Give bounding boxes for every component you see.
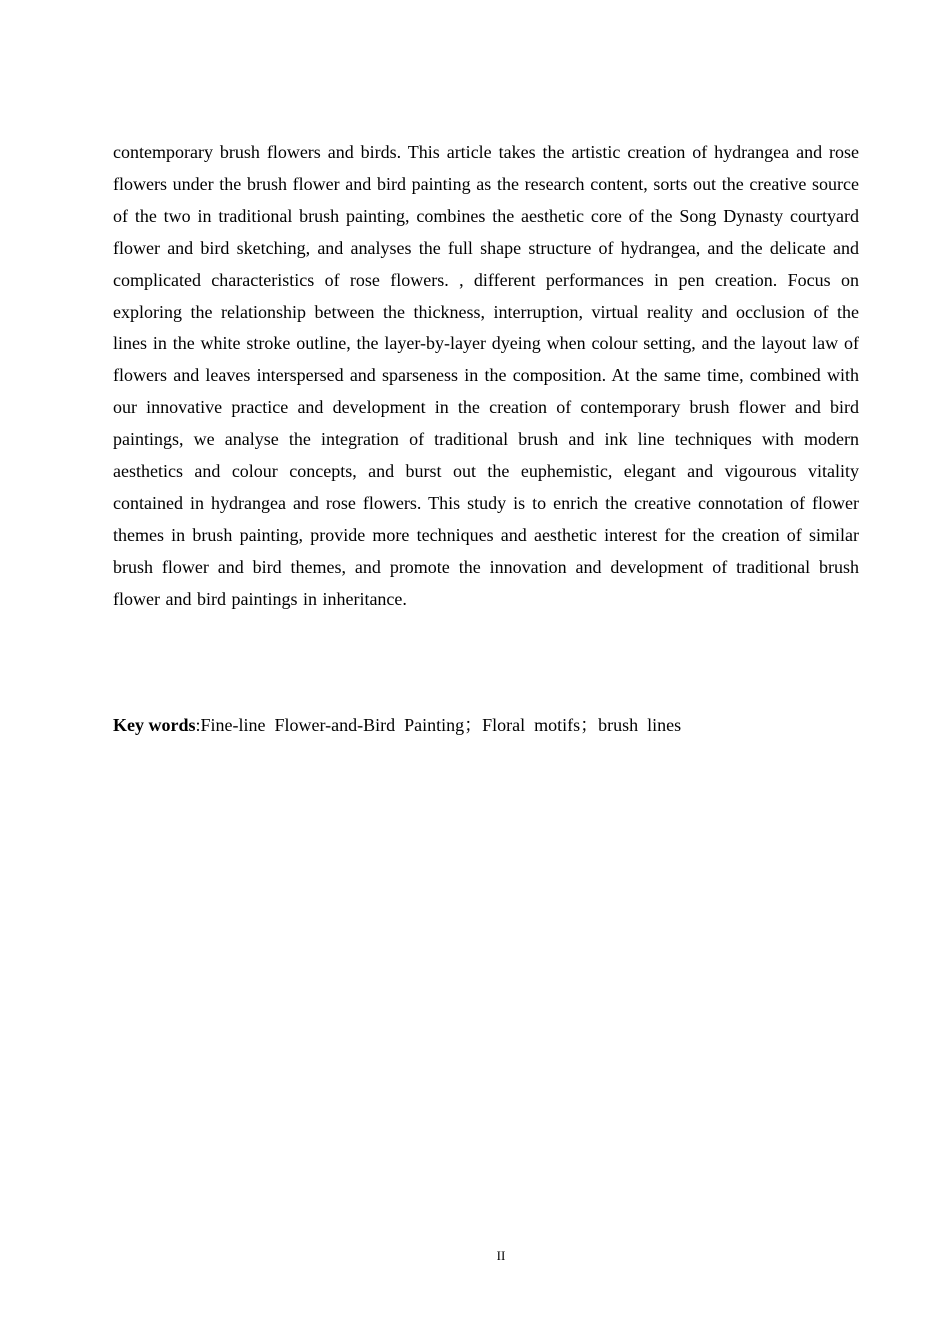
page-number: II: [496, 1248, 506, 1263]
keywords-value: :Fine-line Flower-and-Bird Painting；Floral motifs；brush lines: [195, 715, 682, 735]
keywords-label: Key words: [113, 715, 196, 735]
keywords-line: [113, 710, 859, 742]
abstract-paragraph: contemporary brush flowers and birds. This article takes the artistic creation of hydrangea and rose flowers under the brush flower and bird painting as the research content, sorts out the creative source of the two in traditional brush painting, combines the aesthetic core of the Song Dynasty courtyard flower and bird sketching, and analyses the full shape structure of hydrangea, and the delicate and complicated characteristics of rose flowers. , different performances in pen creation. Focus on exploring the relationship between the thickness, interruption, virtual reality and occlusion of the lines in the white stroke outline, the layer-by-layer dyeing when colour setting, and the layout law of flowers and leaves interspersed and sparseness in the composition. At the same time, combined with our innovative practice and development in the creation of contemporary brush flower and bird paintings, we analyse the integration of traditional brush and ink line techniques with modern aesthetics and colour concepts, and burst out the euphemistic, elegant and vigourous vitality contained in hydrangea and rose flowers. This study is to enrich the creative connotation of flower themes in brush painting, provide more techniques and aesthetic interest for the creation of similar brush flower and bird themes, and promote the innovation and development of traditional brush flower and bird paintings in inheritance.: [113, 142, 859, 609]
